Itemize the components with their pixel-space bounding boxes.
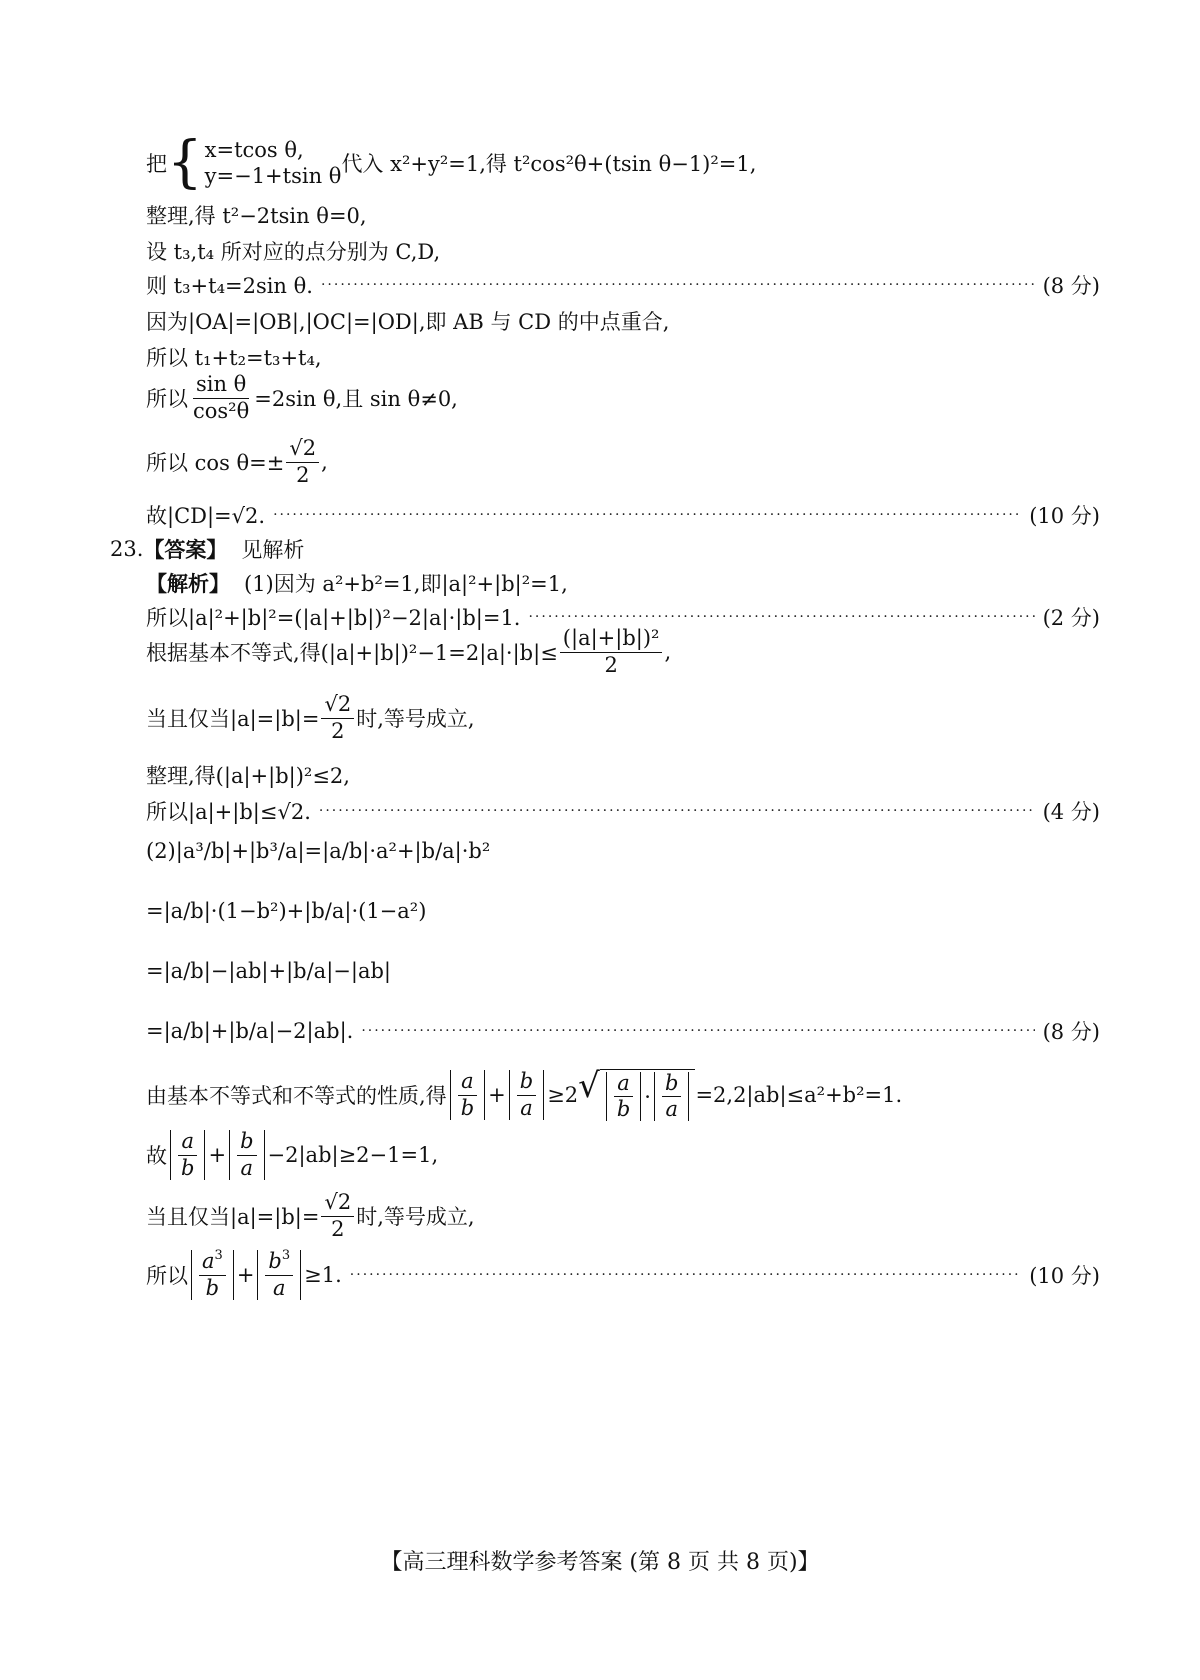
q22-line-cd: 故|CD|=√2. ····· (10 分) bbox=[146, 500, 1100, 530]
fraction: $\frac{\text{(|a|+|b|)²}}{2}$ bbox=[560, 627, 663, 676]
q23-line-a3: 根据基本不等式,得(|a|+|b|)²−1=2|a|·|b|≤ $\frac{\text{(|a|+|b|)²}}{2}$ , bbox=[146, 626, 672, 677]
q22-line-substitute: 把 { x=tcos θ, y=−1+tsin θ 代入 x²+y²=1,得 t²cos²θ+(tsin θ−1)²=1, bbox=[146, 130, 757, 195]
q23-line-b7: 当且仅当|a|=|b|= $\frac{√2}{2}$ 时,等号成立, bbox=[146, 1190, 475, 1241]
q23-line-b3: =|a/b|−|ab|+|b/a|−|ab| bbox=[146, 959, 391, 983]
page-footer: 【高三理科数学参考答案 (第 8 页 共 8 页)】 bbox=[380, 1550, 820, 1575]
q22-line-simplify: 整理,得 t²−2tsin θ=0, bbox=[146, 204, 367, 228]
q23-line-b5: 由基本不等式和不等式的性质,得 $\frac{a}{b}$ + $\frac{b}{a}$ ≥2 √ $\frac{a}{b}$ · $\frac{b}{a}$ =2,2|ab|≤a²+b²=1. bbox=[146, 1065, 903, 1121]
fraction: $\frac{√2}{2}$ bbox=[286, 437, 319, 486]
q23-line-b4: =|a/b|+|b/a|−2|ab|. ····· (8 分) bbox=[146, 1002, 1100, 1060]
score: (10 分) bbox=[1029, 504, 1100, 528]
answer-tag: 【答案】 bbox=[143, 537, 228, 562]
q23-line-a5: 整理,得(|a|+|b|)²≤2, bbox=[146, 764, 350, 788]
q22-line-midpoint: 因为|OA|=|OB|,|OC|=|OD|,即 AB 与 CD 的中点重合, bbox=[146, 310, 670, 334]
q23-answer-line: 23. 【答案】 见解析 bbox=[110, 534, 1100, 564]
q23-line-b8: 所以 $\frac{a^3}{b}$ + $\frac{b^3}{a}$ ≥1. ····· (10 分) bbox=[146, 1246, 1100, 1304]
q23-line-a2: 所以|a|²+|b|²=(|a|+|b|)²−2|a|·|b|=1. ····· (2 分) bbox=[146, 602, 1100, 632]
q22-line-cos: 所以 cos θ=± $\frac{√2}{2}$ , bbox=[146, 436, 328, 487]
square-root: √ $\frac{a}{b}$ · $\frac{b}{a}$ bbox=[578, 1069, 695, 1121]
score: (2 分) bbox=[1042, 606, 1100, 630]
score: (10 分) bbox=[1029, 1264, 1100, 1288]
q23-analysis-line: 【解析】 (1)因为 a²+b²=1,即|a|²+|b|²=1, bbox=[146, 568, 1100, 598]
equation-system: { x=tcos θ, y=−1+tsin θ bbox=[167, 130, 342, 195]
score: (8 分) bbox=[1042, 274, 1100, 298]
fraction: $\frac{√2}{2}$ bbox=[321, 1191, 354, 1240]
q23-line-a6: 所以|a|+|b|≤√2. ····· (4 分) bbox=[146, 796, 1100, 826]
q22-line-set-points: 设 t₃,t₄ 所对应的点分别为 C,D, bbox=[146, 240, 441, 264]
q22-line-equal-sum: 所以 t₁+t₂=t₃+t₄, bbox=[146, 346, 322, 370]
score: (4 分) bbox=[1042, 800, 1100, 824]
q23-line-b2: =|a/b|·(1−b²)+|b/a|·(1−a²) bbox=[146, 899, 427, 923]
score: (8 分) bbox=[1042, 1020, 1100, 1044]
q22-line-sum: 则 t₃+t₄=2sin θ. ····· (8 分) bbox=[146, 270, 1100, 300]
analysis-tag: 【解析】 bbox=[146, 571, 230, 596]
q23-line-b6: 故 $\frac{a}{b}$ + $\frac{b}{a}$ −2|ab|≥2−1=1, bbox=[146, 1129, 439, 1180]
q22-line-ratio: 所以 $\frac{\text{sin θ}}{\text{cos²θ}}$ =2sin θ,且 sin θ≠0, bbox=[146, 372, 458, 423]
q23-line-a4: 当且仅当|a|=|b|= $\frac{√2}{2}$ 时,等号成立, bbox=[146, 692, 475, 743]
q23-line-b1: (2) |a³/b|+|b³/a|=|a/b|·a²+|b/a|·b² bbox=[146, 839, 491, 863]
fraction: $\frac{√2}{2}$ bbox=[321, 693, 354, 742]
fraction: $\frac{\text{sin θ}}{\text{cos²θ}}$ bbox=[193, 372, 250, 423]
question-number: 23. bbox=[110, 537, 144, 561]
